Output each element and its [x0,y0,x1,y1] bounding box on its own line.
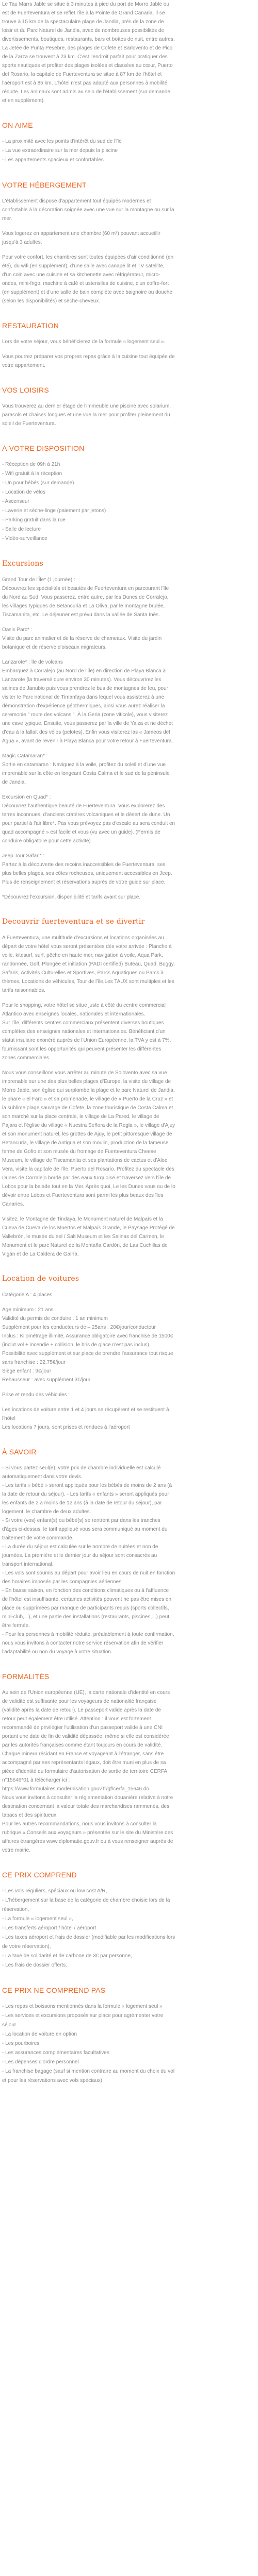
list-item: - Les taxes aéroport et frais de dossier (modifiable par les modifications lors de votre réservation), [2,1935,175,1950]
formalites-paragraph: Au sein de l'Union européenne (UE), la carte nationale d'identité en cours de validité est suffisante pour les voyageurs de nationalité française (validité après la date de retour). Le passeport valide après la date de retour peut également être utilisé. Attention : il vous est fortement recommandé de privilégier l'utilisation d'un passeport valide à une CNI portant une date de fin de validité dépassée, même si elle est considérée par les autorités françaises comme étant toujours en cours de validité. Chaque mineur résidant en France et voyageant à l'étranger, sans être accompagné par ses représentants légaux, doit être muni en plus de sa pièce d'identité du formulaire d'autorisation de sortie de territoire CERFA n°15646*01 à télécharger ici : https://www.formulaires.modernisation.gouv.fr/gf/cerfa_15646.do. Nous vous invitons à consulter la réglementation douanière relative à notre destination concernant la valeur totale des marchandises rammenés, des tabacs et des spiritueux. Pour les autres recommandations, nous vous invitons à consulter la rubrique « Conseils aux voyageurs » présentée sur le site du Ministère des affaires étrangères www.diplomatie.gouv.fr ou à vous renseigner auprès de votre mairie. [2,1690,173,1853]
loisirs-heading: VOS LOISIRS [2,386,49,394]
location-paragraph: Prise et rendu des véhicules : [2,1392,70,1398]
hebergement-paragraph: Pour votre confort, les chambres sont toutes équipées d'air conditionné (en été), du wifi (en supplément), d'une salle avec canapé lit et TV satellite, d'un coin avec une cuisine et sa kitchenette avec réfrigérateur, micro-ondes, mini-frigo, machine à café et ustensiles de cuisine, d'un coffre-fort (en supplément) et d'une salle de bain complète avec baignoire ou douche (selon les disponibilités) et sèche-cheveux. [2,255,174,304]
list-item: - Ascenseur [2,499,29,504]
restauration-paragraph: Lors de votre séjour, vous bénéficierez de la formule « logement seul ». [2,339,166,345]
list-item: - Wifi gratuit à la réception [2,471,62,477]
necomprend-list [2,2002,175,2086]
list-item: - Réception de 09h à 21h [2,462,60,467]
dispo-heading: À VOTRE DISPOSITION [2,444,85,452]
excursion-paragraph: *Découvrez l'excursion, disponibilité et tarifs avant sur place. [2,894,141,900]
list-item: - La location de voiture en option [2,2031,77,2037]
location-heading: Location de voitures [2,1275,79,1283]
loisirs-paragraph: Vous trouverez au dernier étage de l'immeuble une piscine avec solarium, parasols et chaises longues et une vue la mer pour profiter pleinement du soleil de Fuerteventura. [2,403,171,427]
excursion-paragraph: Magic Catamaran* : Sortie en catamaran : Naviguez à la voile, profitez du soleil et d'une vue imprenable sur la côte en longeant Costa Calma et le sud de la péninsule de Jandia. [2,753,170,785]
list-item: - Les repas et boissons mentionnés dans la formule « logement seul » [2,2004,163,2009]
decouvrir-paragraph: Visitez, le Montagne de Tindaya, le Monument naturel de Malpaís et la Cueva de Cueva de los Muertos et Malpaís Grande, le Paysage Protégé de Vallebrón, le musée du sel / Salt Museum et les Salinas del Carmen, le Monument et le parc Naturel de la Montaña Cardón, de Las Cuchillas de Vigán et de La Caldera de Gairía. [2,1216,175,1257]
list-item: - La taxe de solidarité et de carbone de 3€ par personne, [2,1953,132,1959]
excursion-paragraph: Oasis Parc* : Visite du parc animalier et de la réserve de chameaux. Visite du jardin botanique et de réserve d'oiseaux migrateurs. [2,627,162,650]
list-item: - La vue extraordinaire sur la mer depuis la piscine [2,148,118,154]
list-item: - Un pour bébés (sur demande) [2,480,74,486]
list-item: - Les assurances complémentaires facultatives [2,2050,109,2056]
decouvrir-paragraph: Nous vous conseillons vous arrêter au minute de Solovento avec sa vue imprenable sur une des plus belles plages d'Europe, la visite du village de Morro Jable, son église qui surplombe la plage et le parc Naturel de Jandia, le phare « el Faro » et sa promenade, le village de « Puerto de la Cruz » et la sublime plage sauvage de Cofete, la zone touristique de Costa Calma et son marché sur la place centrale, le village de La Pared, le village de Pajara et l'église du village « Nuestra Señora de la Regla », le village d'Ajuy et son monument naturel, les grottes de Ajuy, le petit pittoresque village de Betancuria, le village de Antigua et son moulin, production de la fameuse ferme de Gofio et son musée du fromage de Fuerteventura Cheese Museum, le village de Tiscamanita et ses plantations de cactus et d'Aloe Vera, visite la capitale de l'île, Puerto del Rosario. Profitez du spectacle des Dunes de Corralejo bordé par des eaux turquoise et traversez vers l'île de Lobos pour la balade tout en la Mer. Après quoi, Le les Dunes vous ou de lo dévoir entre Lobos et Fuerteventura sont parmi les plus beaux des îles Canaries. [2,1070,175,1207]
restauration-paragraph: Vous pourrez préparer vos propres repas grâce à la cuisine tout équipée de votre appartement. [2,354,175,368]
excursions-heading: Excursions [2,560,43,568]
list-item: - La franchise bagage (sauf si mention contraire au moment du choix du vol et pour les réservations avec vols spéciaux) [2,2069,175,2083]
location-paragraph: Les locations de voiture entre 1 et 4 jours se récupèrent et se restituent à l'hôtel Les locations 7 jours, sont prises et rendues à l'aéroport [2,1407,169,1430]
list-item: - L'hébergement sur la base de la catégorie de chambre choisie lors de la réservation, [2,1897,170,1912]
comprend-list [2,1887,175,1970]
excursion-paragraph: Excursion en Quad* : Découvrez l'authentique beauté de Fuerteventura. Vous explorerez des terres inconnues, d'anciens cratères volcaniques et le désert de dune. Un pour partiel à l'air libre*. Pas vous prévoyez pas d'escale au sera conduit en quad accompagné » est facile et vous (vu avec un guide). (Permis de conduire obligatoire pour cette activité) [2,794,175,844]
list-item: - Les frais de dossier offerts. [2,1962,67,1968]
list-item: - Les vols réguliers, spéciaux ou low cost A/R, [2,1888,107,1894]
list-item: - Les appartements spacieux et confortables [2,157,104,163]
asavoir-paragraph: - Si vous partez seul(e), votre prix de chambre individuelle est calculé automatiquement dans votre devis. - Les tarifs « bébé » seront appliqués pour les bébés de moins de 2 ans (à la date de retour du séjour). - Les tarifs « enfants » seront appliqués pour les enfants de 2 à moins de 12 ans (à la date de retour du séjour), par logement, le chambre de deux adultes. - Si votre (vos) enfant(s) ou bébé(s) se rentrent par dans les tranches d'âges ci-dessus, le tarif appliqué vous sera communiqué au moment du traitement de votre commande. - La durée du séjour est calculée sur le nombre de nuitées et non de journées. La première et le dernier jour du séjour sont consacrés au transport international. - Les vols sont soumis au départ pour avoir lieu en cours de nuit en fonction des horaires imposés par les compagnies aériennes. - En basse saison, en fonction des conditions climatiques ou à l'affluence de l'hôtel est insuffisante, certaines activités peuvent ne pas être mises en place ou supprimées par manque de participants requis (sports collectifs, mini-club,...), et une partie des installations (restaurants, piscines,...) peut être fermée. - Pour les personnes à mobilité réduite, préalablement à toute confirmation, nous vous invitons à contacter notre service réservation afin de vérifier l'adaptabilité ou non du voyage à votre situation. [2,1465,175,1655]
hebergement-paragraph: Vous logerez en appartement une chambre (60 m²) pouvant accueillir jusqu'à 3 adultes. [2,231,160,245]
decouvrir-heading: Decouvrir fuerteventura et se divertir [2,918,145,926]
list-item: - Les services et excursions proposés sur place pour agrémenter votre séjour [2,2013,164,2028]
dispo-list [2,460,175,544]
comprend-heading: CE PRIX COMPREND [2,1871,77,1879]
hebergement-paragraph: L'établissement dispose d'appartement tout équipés modernes et confortable à la décoration soignée avec une vue sur la montagne ou sur la mer. [2,198,174,222]
list-item: - La formule « logement seul », [2,1916,73,1922]
list-item: - Salle de lecture [2,527,41,532]
decouvrir-paragraph: Pour le shopping, votre hôtel se situe juste à côté du centre commercial Atlantico avec enseignes locales, nationales et internationales. Sur l'île, différents centres commerciaux présentent diverses boutiques complètes des enseignes nationales et internationales. Bénéficiant d'un statut insulaire exonéré auprès de l'Union Européenne, la TVA y est à 7%, fournissant sont les opportunités qui peuvent présenter les différentes zones commerciales. [2,1003,171,1061]
asavoir-heading: À SAVOIR [2,1448,37,1456]
list-item: - Laverie et sèche-linge (paiement par jetons) [2,508,106,514]
list-item: - Les pourboires [2,2041,40,2046]
formalites-heading: FORMALITÉS [2,1672,50,1681]
excursion-paragraph: Lanzarote* : île de volcans Embarquez à Corralejo (au Nord de l'île) en direction de Playa Blanca à Lanzarote (la traversé dure environ 30 minutes). Vous découvrirez les salines de Janubio puis vous prendrez le bus de montagnes de feu, pour visiter le Parc national de Timanfaya dans lequel vous assisterez à une démonstration d'expérience géothermiques, ainsi vous aurez réaliser la ceremonie " route des volcans ". À la Geria (zone viticole), vous visiterez une cave typique. Ensuite, vous passerez par la ville de Yaiza et ne déchet d'eau à la fallait des vélos (pelotes). Enfin vous visiterez las « Jameos del Agua », avant de revenir à Playa Blanca pour votre retour à Fuerteventura. [2,659,173,744]
zone-heading: ON AIME [2,121,33,129]
excursion-paragraph: Grand Tour de l'Île* (1 journée) : Découvrez les spécialités et beautés de Fuerteventura en parcourant l'île du Nord au Sud. Vous passerez, entre autre, par les Dunes de Corralejo, les villages typiques de Betancuria et La Oliva, par le montagne brulée, Tiscamanita, etc. Le déjeuner est prévu dans la vallée de Santa Inès. [2,577,169,618]
list-item: - Parking gratuit dans la rue [2,517,66,523]
location-paragraph: Age minimum : 21 ans Validité du permis de conduire : 1 an minimum Supplément pour les conducteurs de – 25ans : 20€/jour/conducteur Inclus : Kilométrage illimité, Assurance obligatoire avec franchise de 1500€ (inclut vol + incendie + collision, le bris de glace n'est pas inclus) Possibilité avec supplément et sur place de prendre l'assurance tout risque sans franchise : 22,75€/jour Siège enfant : 9€/jour Rehausseur : avec supplément 3€/jour [2,1307,173,1383]
restauration-heading: RESTAURATION [2,321,59,330]
hebergement-heading: VOTRE HÉBERGEMENT [2,181,87,189]
list-item: - Les transferts aéroport / hôtel / aéroport [2,1925,96,1931]
location-category: Catégorie A : 4 places [2,1292,53,1298]
list-item: - Vidéo-surveillance [2,536,47,541]
necomprend-heading: CE PRIX NE COMPREND PAS [2,1986,106,1994]
list-item: - Les dépenses d'ordre personnel [2,2059,79,2065]
list-item: - Location de vélos [2,489,45,495]
decouvrir-paragraph: A Fuerteventura, une multitude d'excursions et locations organisées au départ de votre hôtel vous seront présentées dès votre arrivée : Planche à voile, kitesurf, surf, pêche en haute mer, navigation à voile, Aqua Park, randonnée, Golf, Plongée et initiation (PADI certified) Buteau, Quad, Buggy, Safaris, Activités Culturelles et Sportives, Parcs Aquatiques ou Parcs à thèmes, Locations de véhicules, Tour de l'île,Les TAUX sont multiples et les tarifs raisonnables. [2,935,175,993]
list-item: - La proximité avec les points d'intérêt du sud de l'île [2,139,122,144]
intro-paragraph: Le Tau Marrs Jable se situe à 3 minutes à pied du port de Morro Jable ou est de Fuerteventura et se reflet l'île à la Pointe de Grand Canaria. Il se trouve à 15 km de la spectaculaire plage de Jandia, près de la zone de loisir et du Parc Naturel de Jandia, avec de nombreuses possibilités de divertissements, boutiques, restaurants, bars et boîtes de nuit, entre autres. La Jetée de Punta Pesebre, des plages de Cofete et Barlovento et de Pico de la Zarza se trouvent à 23 km. C'est l'endroit parfait pour pratiquer des sports nautiques et profiter des plages isolées et classées au cœur, Puerto del Rosario, la capitale de Fuerteventura se situe à 87 km de l'hôtel et l'aéroport est à 85 km. L'hôtel n'est pas adapté aux personnes à mobilité réduite. Les animaux sont admis au sein de l'établissement (sur demande et en supplément). [2,2,175,104]
excursion-paragraph: Jeep Tour Safari* : Partez à la découverte des recoins inaccessibles de Fuerteventura, ses plus belles plages, ses côtes rocheuses, uniquement accessibles en Jeep. Plus de renseignement et réservations auprès de votre guide sur place. [2,853,172,885]
zone-list [2,137,175,165]
